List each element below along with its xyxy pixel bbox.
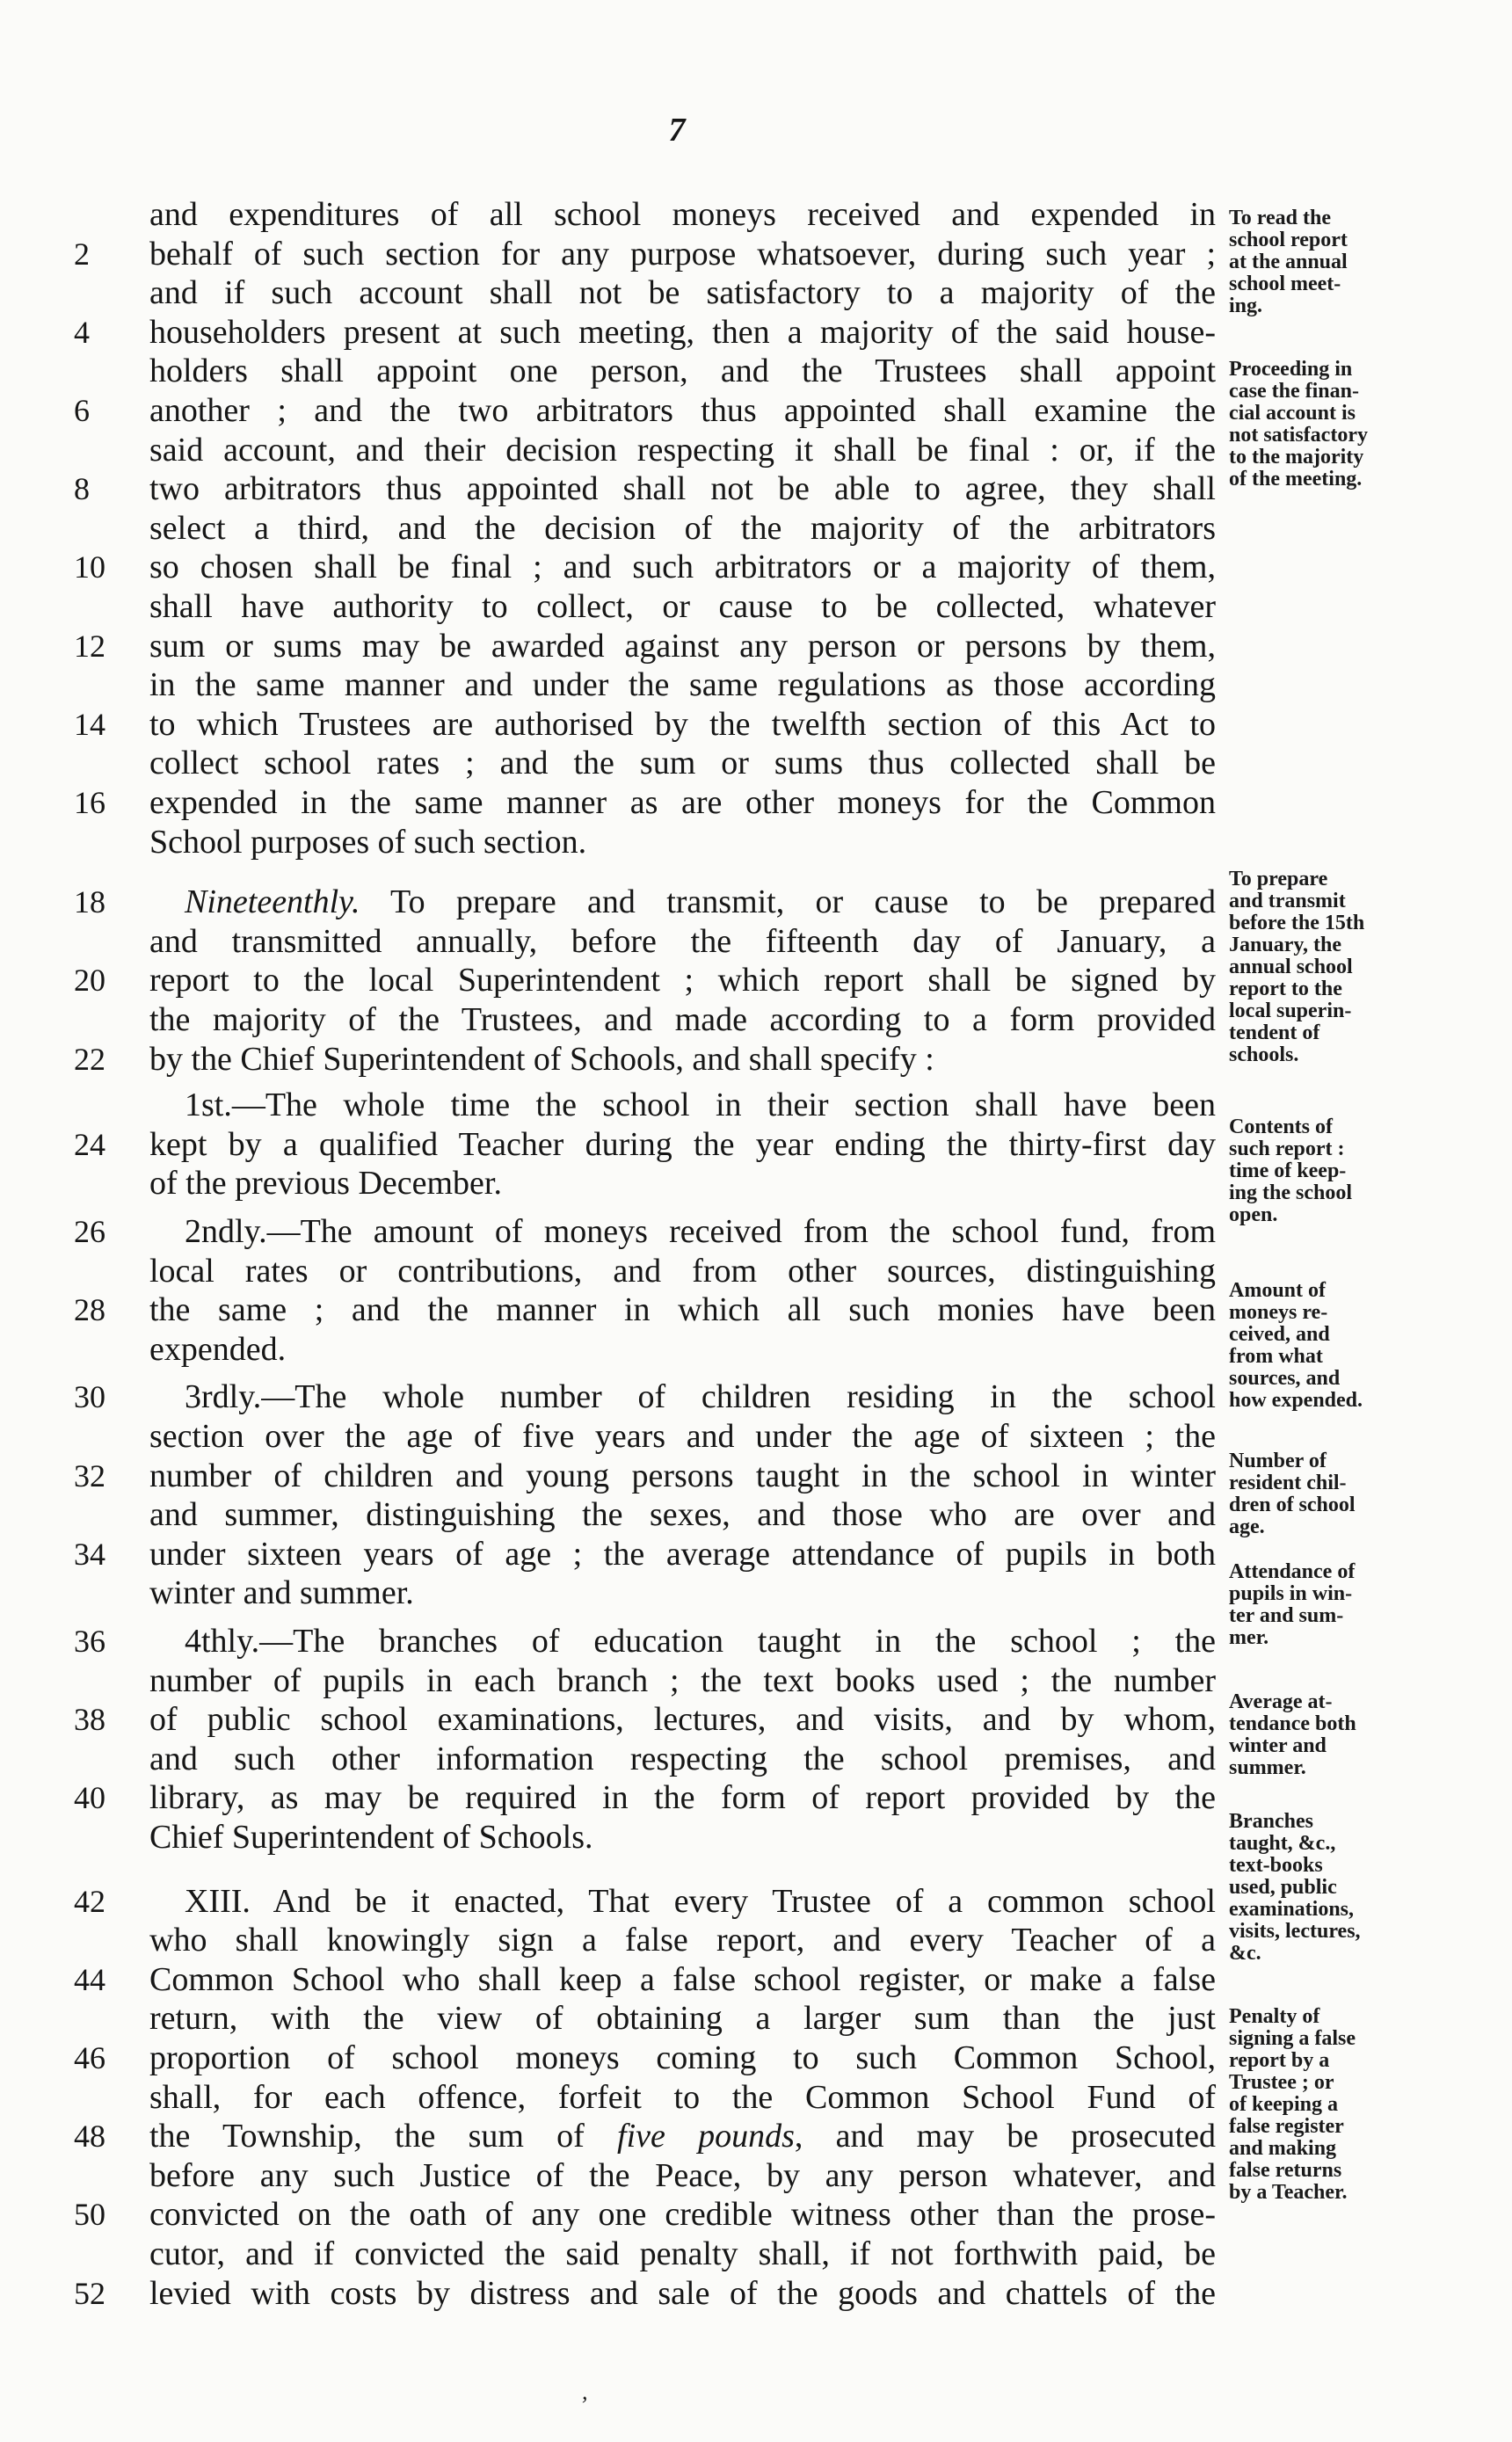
line-number: 46 (74, 2040, 105, 2075)
line-text: of public school examinations, lectures, and visits, and by whom, (149, 1701, 1216, 1738)
margin-note-line: Attendance of (1229, 1560, 1356, 1583)
line-text: collect school rates ; and the sum or sums thus collected shall be (149, 745, 1216, 781)
line-text: Common School who shall keep a false school register, or make a false (149, 1961, 1216, 1998)
line-number: 32 (74, 1458, 105, 1494)
line-text: of the previous December. (149, 1165, 502, 1202)
margin-note-line: false register (1229, 2115, 1344, 2138)
margin-note-line: dren of school (1229, 1494, 1356, 1516)
line-text: shall have authority to collect, or cause to be collected, whatever (149, 588, 1216, 625)
line-text: so chosen shall be final ; and such arbitrators or a majority of them, (149, 549, 1216, 585)
line-number: 20 (74, 963, 105, 998)
line-text: select a third, and the decision of the majority of the arbitrators (149, 510, 1216, 547)
line-text: 1st.—The whole time the school in their section shall have been (185, 1087, 1216, 1123)
line-text: said account, and their decision respecting it shall be final : or, if the (149, 432, 1216, 469)
line-text: two arbitrators thus appointed shall not be able to agree, they shall (149, 470, 1216, 507)
text-line (0, 548, 1512, 586)
text-line (0, 744, 1512, 782)
line-text: the majority of the Trustees, and made according to a form provided (149, 1001, 1216, 1038)
line-number: 24 (74, 1127, 105, 1162)
text-line (0, 627, 1512, 665)
margin-note-line: ter and sum- (1229, 1604, 1344, 1627)
margin-note-line: how expended. (1229, 1389, 1363, 1412)
line-text: number of pupils in each branch ; the text books used ; the number (149, 1662, 1216, 1699)
margin-note-line: report by a (1229, 2049, 1330, 2072)
margin-note-line: and making (1229, 2137, 1337, 2160)
line-text: XIII. And be it enacted, That every Trustee of a common school (185, 1883, 1216, 1920)
italic-heading: Nineteenthly. (185, 883, 360, 920)
margin-note-line: report to the (1229, 978, 1342, 1000)
text-line (0, 1960, 1512, 1999)
line-number: 8 (74, 471, 90, 506)
margin-note-line: school report (1229, 229, 1348, 251)
line-number: 28 (74, 1292, 105, 1327)
margin-note-line: Average at- (1229, 1690, 1333, 1713)
margin-note-line: age. (1229, 1515, 1265, 1538)
text-line (0, 587, 1512, 626)
margin-note-line: before the 15th (1229, 912, 1365, 934)
margin-note-line: visits, lectures, (1229, 1920, 1361, 1943)
margin-note-line: examinations, (1229, 1898, 1355, 1921)
line-number: 36 (74, 1624, 105, 1659)
margin-note-line: Contents of (1229, 1116, 1333, 1138)
margin-note-line: used, public (1229, 1876, 1337, 1899)
line-text: to which Trustees are authorised by the twelfth section of this Act to (149, 706, 1216, 743)
margin-note-line: local superin- (1229, 999, 1352, 1022)
line-text: and transmitted annually, before the fifteenth day of January, a (149, 923, 1216, 960)
line-number: 52 (74, 2276, 105, 2311)
line-number: 38 (74, 1702, 105, 1737)
margin-note-line: school meet- (1229, 273, 1341, 295)
text-line (0, 2235, 1512, 2273)
margin-note-line: To read the (1229, 207, 1332, 229)
line-text: proportion of school moneys coming to such Common School, (149, 2039, 1216, 2076)
line-text (149, 2117, 1216, 2155)
margin-note-line: resident chil- (1229, 1472, 1347, 1494)
line-text-start: the Township, the sum of (149, 2118, 618, 2155)
text-line (0, 705, 1512, 744)
line-text: Chief Superintendent of Schools. (149, 1819, 593, 1856)
line-number: 34 (74, 1537, 105, 1572)
line-number: 42 (74, 1884, 105, 1919)
line-text: 4thly.—The branches of education taught in the school ; the (185, 1623, 1216, 1660)
line-text: expended in the same manner as are other moneys for the Common (149, 784, 1216, 821)
line-text (185, 883, 1216, 921)
margin-note-line: and transmit (1229, 890, 1346, 912)
line-text: before any such Justice of the Peace, by any person whatever, and (149, 2157, 1216, 2194)
margin-note-line: moneys re- (1229, 1301, 1328, 1324)
margin-note-line: such report : (1229, 1137, 1345, 1160)
line-number: 12 (74, 629, 105, 664)
line-number: 48 (74, 2119, 105, 2154)
margin-note-line: not satisfactory (1229, 424, 1368, 447)
margin-note-line: Proceeding in (1229, 358, 1353, 381)
margin-note-line: at the annual (1229, 251, 1348, 273)
margin-note-line: signing a false (1229, 2027, 1356, 2050)
line-text: section over the age of five years and under the age of sixteen ; the (149, 1418, 1216, 1455)
line-text: the same ; and the manner in which all such monies have been (149, 1291, 1216, 1328)
margin-note-line: Trustee ; or (1229, 2071, 1334, 2094)
line-number: 44 (74, 1962, 105, 1997)
margin-note-line: text-books (1229, 1854, 1323, 1877)
line-number: 14 (74, 707, 105, 742)
line-number: 18 (74, 884, 105, 919)
margin-note-line: tendent of (1229, 1021, 1320, 1044)
margin-note-line: to the majority (1229, 446, 1364, 469)
line-text: School purposes of such section. (149, 824, 587, 861)
margin-note-line: from what (1229, 1345, 1323, 1368)
text-line (0, 823, 1512, 861)
footer-mark: , (582, 2379, 588, 2404)
text-line (0, 2274, 1512, 2313)
line-text: behalf of such section for any purpose whatsoever, during such year ; (149, 236, 1216, 273)
line-text: sum or sums may be awarded against any person or persons by them, (149, 628, 1216, 665)
margin-note-line: schools. (1229, 1043, 1299, 1066)
line-text: number of children and young persons taught in the school in winter (149, 1457, 1216, 1494)
line-number: 4 (74, 315, 90, 350)
line-number: 16 (74, 785, 105, 820)
line-number: 50 (74, 2197, 105, 2232)
margin-note-line: ing the school (1229, 1181, 1353, 1204)
page-number: 7 (668, 112, 686, 149)
text-line (0, 665, 1512, 704)
line-text: another ; and the two arbitrators thus appointed shall examine the (149, 392, 1216, 429)
line-text: who shall knowingly sign a false report, and every Teacher of a (149, 1922, 1216, 1959)
margin-note-line: Branches (1229, 1810, 1313, 1833)
line-text: and summer, distinguishing the sexes, and those who are over and (149, 1496, 1216, 1533)
line-text: cutor, and if convicted the said penalty shall, if not forthwith paid, be (149, 2235, 1216, 2272)
line-text: in the same manner and under the same regulations as those according (149, 666, 1216, 703)
text-line (0, 783, 1512, 822)
line-number: 10 (74, 549, 105, 585)
margin-note-line: taught, &c., (1229, 1832, 1336, 1855)
italic-amount: five pounds (617, 2118, 795, 2155)
text-line (0, 313, 1512, 352)
line-text: householders present at such meeting, then a majority of the said house- (149, 314, 1216, 351)
margin-note-line: &c. (1229, 1942, 1261, 1965)
margin-note-line: pupils in win- (1229, 1582, 1353, 1605)
margin-note-line: tendance both (1229, 1712, 1356, 1735)
margin-note-line: time of keep- (1229, 1159, 1347, 1182)
line-number: 22 (74, 1042, 105, 1077)
line-text: 2ndly.—The amount of moneys received from the school fund, from (185, 1213, 1216, 1250)
margin-note-line: ceived, and (1229, 1323, 1330, 1346)
line-text: kept by a qualified Teacher during the year ending the thirty-first day (149, 1126, 1216, 1163)
line-number: 26 (74, 1214, 105, 1249)
margin-note-line: of the meeting. (1229, 468, 1363, 491)
line-text: local rates or contributions, and from other sources, distinguishing (149, 1253, 1216, 1290)
margin-note-line: open. (1229, 1203, 1278, 1226)
line-number: 40 (74, 1780, 105, 1815)
margin-note-line: mer. (1229, 1626, 1269, 1649)
line-text: levied with costs by distress and sale of the goods and chattels of the (149, 2275, 1216, 2312)
margin-note-line: sources, and (1229, 1367, 1341, 1390)
line-text: and such other information respecting the school premises, and (149, 1741, 1216, 1777)
line-text: winter and summer. (149, 1574, 414, 1611)
line-number: 2 (74, 236, 90, 272)
margin-note-line: ing. (1229, 294, 1263, 317)
margin-note-line: case the finan- (1229, 380, 1359, 403)
margin-note-line: Penalty of (1229, 2005, 1320, 2028)
line-text: expended. (149, 1331, 287, 1368)
margin-note-line: false returns (1229, 2159, 1342, 2182)
line-text: under sixteen years of age ; the average attendance of pupils in both (149, 1536, 1216, 1573)
line-text: and if such account shall not be satisfactory to a majority of the (149, 274, 1216, 311)
line-number: 6 (74, 393, 90, 428)
line-text: holders shall appoint one person, and the Trustees shall appoint (149, 352, 1216, 389)
line-text-rest: To prepare and transmit, or cause to be prepared (360, 883, 1216, 920)
line-text: 3rdly.—The whole number of children residing in the school (185, 1378, 1216, 1415)
margin-note-line: annual school (1229, 956, 1353, 978)
line-text: library, as may be required in the form of report provided by the (149, 1779, 1216, 1816)
line-text: and expenditures of all school moneys received and expended in (149, 196, 1216, 233)
margin-note-line: cial account is (1229, 402, 1356, 425)
margin-note-line: summer. (1229, 1756, 1306, 1779)
line-text: report to the local Superintendent ; which report shall be signed by (149, 962, 1216, 999)
margin-note-line: Amount of (1229, 1279, 1327, 1302)
line-text: return, with the view of obtaining a larger sum than the just (149, 2000, 1216, 2037)
line-number: 30 (74, 1379, 105, 1414)
line-text: convicted on the oath of any one credible witness other than the prose- (149, 2196, 1216, 2233)
line-text-end: , and may be prosecuted (794, 2118, 1216, 2155)
text-line (0, 509, 1512, 548)
margin-note-line: winter and (1229, 1734, 1327, 1757)
line-text: shall, for each offence, forfeit to the Common School Fund of (149, 2079, 1216, 2116)
margin-note-line: by a Teacher. (1229, 2181, 1348, 2204)
margin-note-line: Number of (1229, 1450, 1327, 1472)
line-text: by the Chief Superintendent of Schools, and shall specify : (149, 1041, 934, 1078)
margin-note-line: of keeping a (1229, 2093, 1339, 2116)
margin-note-line: To prepare (1229, 868, 1328, 890)
margin-note-line: January, the (1229, 934, 1342, 956)
